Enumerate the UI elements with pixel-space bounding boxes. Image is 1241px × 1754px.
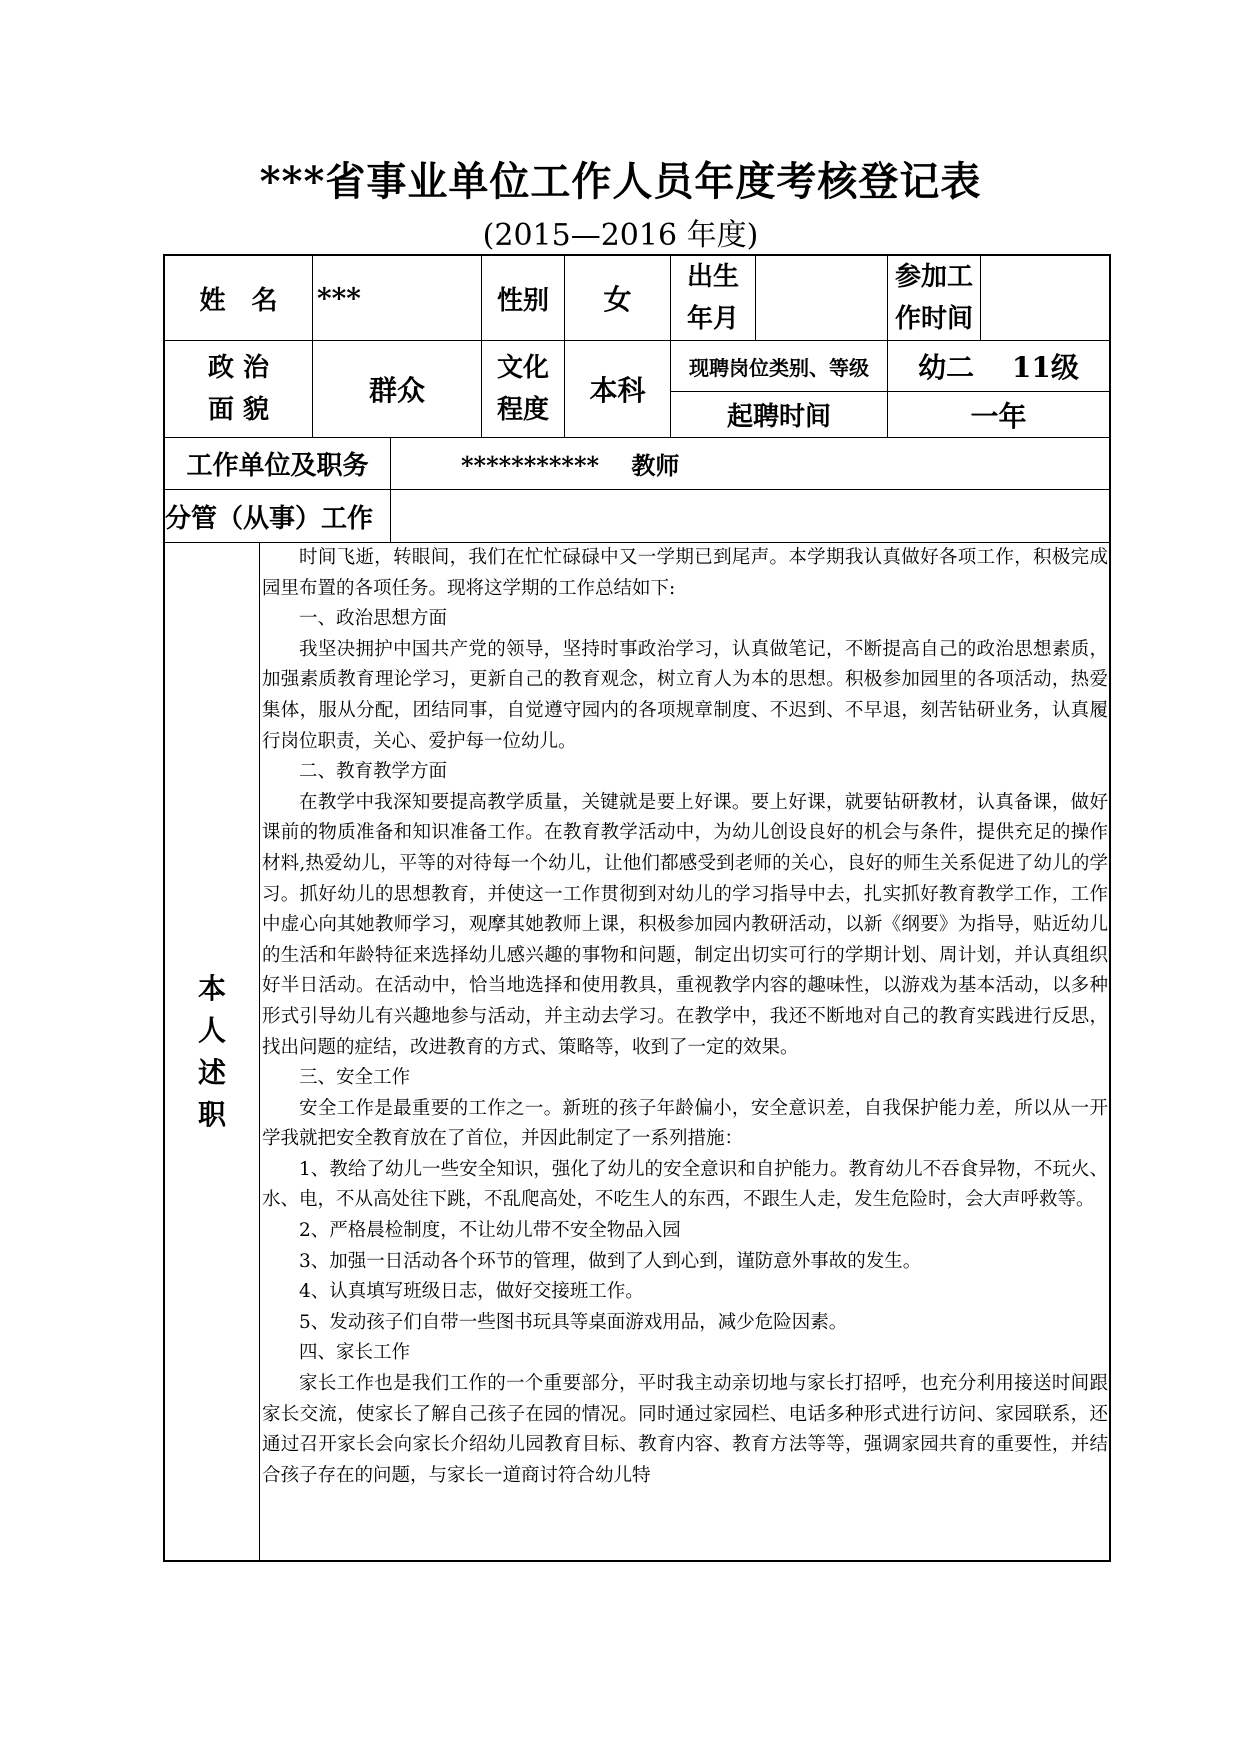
political-status-label-line1: 政 治 <box>207 353 270 383</box>
birth-date-label-line2: 年月 <box>686 304 739 334</box>
position-grade-label: 现聘岗位类别、等级 <box>689 355 869 380</box>
work-start-field[interactable] <box>981 256 1109 340</box>
statement-heading: 四、家长工作 <box>299 1342 411 1364</box>
statement-heading: 二、教育教学方面 <box>299 761 448 783</box>
statement-list-item: 1、教给了幼儿一些安全知识，强化了幼儿的安全意识和自护能力。教育幼儿不吞食异物，不玩火、水、电，不从高处往下跳，不乱爬高处，不吃生人的东西，不跟生人走，发生危险时，会大声呼救等。 <box>262 1158 1108 1211</box>
self-report-label-char: 述 <box>197 1056 226 1089</box>
birth-date-label <box>671 256 755 340</box>
hire-time-label: 起聘时间 <box>726 402 831 432</box>
birth-date-label-line1: 出生 <box>686 262 739 292</box>
statement-list-item: 2、严格晨检制度，不让幼儿带不安全物品入园 <box>299 1220 681 1242</box>
statement-list-item: 3、加强一日活动各个环节的管理，做到了人到心到，谨防意外事故的发生。 <box>299 1250 922 1272</box>
self-report-text[interactable] <box>260 543 1110 1561</box>
statement-paragraph: 我坚决拥护中国共产党的领导，坚持时事政治学习，认真做笔记，不断提高自己的政治思想素质，加强素质教育理论学习，更新自己的教育观念，树立育人为本的思想。积极参加园里的各项活动，热爱集体，服从分配，团结同事，自觉遵守园内的各项规章制度、不迟到、不早退，刻苦钻研业务，认真履行岗位职责，关心、爱护每一位幼儿。 <box>262 638 1108 752</box>
education-label <box>482 341 564 437</box>
name-field[interactable]: *** <box>317 281 361 315</box>
gender-label: 性别 <box>496 285 549 316</box>
statement-list-item: 4、认真填写班级日志，做好交接班工作。 <box>299 1281 644 1303</box>
gender-field[interactable]: 女 <box>603 283 632 316</box>
self-report-label-char: 人 <box>197 1014 226 1047</box>
self-report-label <box>165 543 259 1561</box>
form-period: (2015—2016 年度) <box>482 218 759 253</box>
statement-paragraph: 家长工作也是我们工作的一个重要部分，平时我主动亲切地与家长打招呼，也充分利用接送时间跟家长交流，使家长了解自己孩子在园的情况。同时通过家园栏、电话多种形式进行访问、家园联系，还通过召开家长会向家长介绍幼儿园教育目标、教育内容、教育方法等等，强调家园共育的重要性，并结合孩子存在的问题，与家长一道商讨符合幼儿特 <box>262 1373 1108 1486</box>
name-label: 姓 名 <box>199 285 278 316</box>
statement-list-item: 5、发动孩子们自带一些图书玩具等桌面游戏用品，减少危险因素。 <box>299 1311 848 1333</box>
statement-paragraph: 在教学中我深知要提高教学质量，关键就是要上好课。要上好课，就要钻研教材，认真备课，做好课前的物质准备和知识准备工作。在教育教学活动中，为幼儿创设良好的机会与条件，提供充足的操作材料,热爱幼儿，平等的对待每一个幼儿，让他们都感受到老师的关心，良好的师生关系促进了幼儿的学习。抓好幼儿的思想教育，并使这一工作贯彻到对幼儿的学习指导中去，扎实抓好教育教学工作，工作中虚心向其她教师学习，观摩其她教师上课，积极参加园内教研活动，以新《纲要》为指导，贴近幼儿的生活和年龄特征来选择幼儿感兴趣的事物和问题，制定出切实可行的学期计划、周计划，并认真组织好半日活动。在活动中，恰当地选择和使用教具，重视教学内容的趣味性，以游戏为基本活动，以多种形式引导幼儿有兴趣地参与活动，并主动去学习。在教学中，我还不断地对自己的教育实践进行反思，找出问题的症结，改进教育的方式、策略等，收到了一定的效果。 <box>262 791 1108 1058</box>
assigned-work-field[interactable] <box>391 490 1109 542</box>
education-label-line2: 程度 <box>496 395 549 425</box>
statement-paragraph: 时间飞逝，转眼间，我们在忙忙碌碌中又一学期已到尾声。本学期我认真做好各项工作，积极完成园里布置的各项任务。现将这学期的工作总结如下: <box>262 547 1108 599</box>
form-title: ***省事业单位工作人员年度考核登记表 <box>259 158 982 205</box>
statement-paragraph: 安全工作是最重要的工作之一。新班的孩子年龄偏小，安全意识差，自我保护能力差，所以从一开学我就把安全教育放在了首位，并因此制定了一系列措施： <box>262 1097 1108 1150</box>
work-start-label-line1: 参加工 <box>894 262 973 292</box>
position-grade-field[interactable]: 幼二 11级 <box>918 351 1079 384</box>
statement-heading: 三、安全工作 <box>299 1067 411 1089</box>
statement-heading: 一、政治思想方面 <box>299 608 448 630</box>
self-report-label-char: 本 <box>197 972 226 1005</box>
work-unit-label: 工作单位及职务 <box>186 451 369 481</box>
political-status-field[interactable]: 群众 <box>368 374 425 407</box>
education-label-line1: 文化 <box>496 353 549 383</box>
education-field[interactable]: 本科 <box>589 374 646 407</box>
political-status-label-line2: 面 貌 <box>207 395 270 425</box>
work-start-label <box>888 256 980 340</box>
political-status-label <box>165 341 312 437</box>
hire-time-field[interactable]: 一年 <box>970 399 1027 433</box>
work-start-label-line2: 作时间 <box>894 304 973 334</box>
self-report-label-char: 职 <box>197 1098 226 1131</box>
assigned-work-label: 分管（从事）工作 <box>165 503 374 534</box>
birth-date-field[interactable] <box>756 256 887 340</box>
work-unit-field[interactable]: *********** 教师 <box>461 451 680 480</box>
